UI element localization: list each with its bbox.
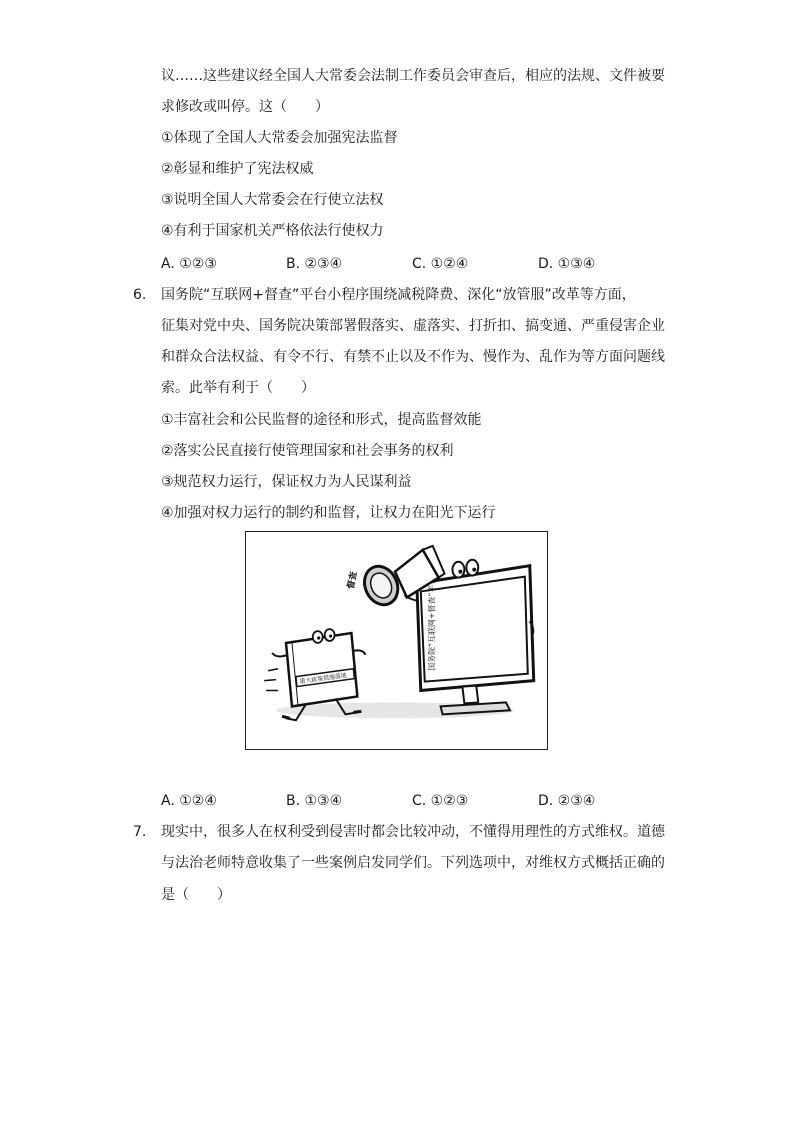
q6-statement-3: ③规范权力运行，保证权力为人民谋利益	[161, 474, 412, 490]
q7-stem-line-2: 与法治老师特意收集了一些案例启发同学们。下列选项中，对维权方式概括正确的	[161, 855, 665, 871]
q6-stem-line-3: 和群众合法权益、有令不行、有禁不止以及不作为、慢作为、乱作为等方面问题线	[161, 349, 665, 365]
q6-stem-line-1: 国务院“互联网+督查”平台小程序围绕减税降费、深化“放管服”改革等方面，	[161, 287, 636, 303]
q6-option-a: A. ①②④	[161, 793, 217, 809]
q5-statement-4: ④有利于国家机关严格依法行使权力	[161, 223, 384, 239]
q5-stem-line-2: 求修改或叫停。这（ ）	[161, 99, 329, 115]
q5-statement-1: ①体现了全国人大常委会加强宪法监督	[161, 130, 398, 146]
q7-stem-line-3: 是（ ）	[161, 887, 231, 903]
q6-option-c: C. ①②③	[412, 793, 469, 809]
q5-option-a: A. ①②③	[161, 256, 217, 272]
q5-option-c: C. ①②④	[412, 256, 469, 272]
q5-statement-2: ②彰显和维护了宪法权威	[161, 161, 314, 177]
cartoon-illustration	[246, 532, 547, 749]
q6-stem-line-2: 征集对党中央、国务院决策部署假落实、虚落实、打折扣、搞变通、严重侵害企业	[161, 318, 665, 334]
q6-statement-4: ④加强对权力运行的制约和监督，让权力在阳光下运行	[161, 505, 496, 521]
q6-cartoon-figure	[245, 531, 548, 750]
document-label: 重大政策措施落地	[299, 672, 348, 686]
q6-statement-1: ①丰富社会和公民监督的途径和形式，提高监督效能	[161, 412, 482, 428]
q5-statement-3: ③说明全国人大常委会在行使立法权	[161, 192, 384, 208]
q5-stem-line-1: 议……这些建议经全国人大常委会法制工作委员会审查后，相应的法规、文件被要	[161, 68, 665, 84]
monitor-label: 国务院“互联网+督查”平台	[427, 576, 437, 671]
q7-number: 7.	[133, 824, 147, 840]
q6-number: 6.	[133, 287, 147, 303]
q6-stem-line-4: 索。此举有利于（ ）	[161, 380, 315, 396]
q7-stem-line-1: 现实中，很多人在权利受到侵害时都会比较冲动，不懂得用理性的方式维权。道德	[161, 824, 665, 840]
q5-option-d: D. ①③④	[538, 256, 596, 272]
q5-option-b: B. ②③④	[286, 256, 343, 272]
q6-option-b: B. ①③④	[286, 793, 343, 809]
flashlight-label: 督查	[346, 570, 360, 590]
q6-option-d: D. ②③④	[538, 793, 596, 809]
q6-statement-2: ②落实公民直接行使管理国家和社会事务的权利	[161, 443, 454, 459]
